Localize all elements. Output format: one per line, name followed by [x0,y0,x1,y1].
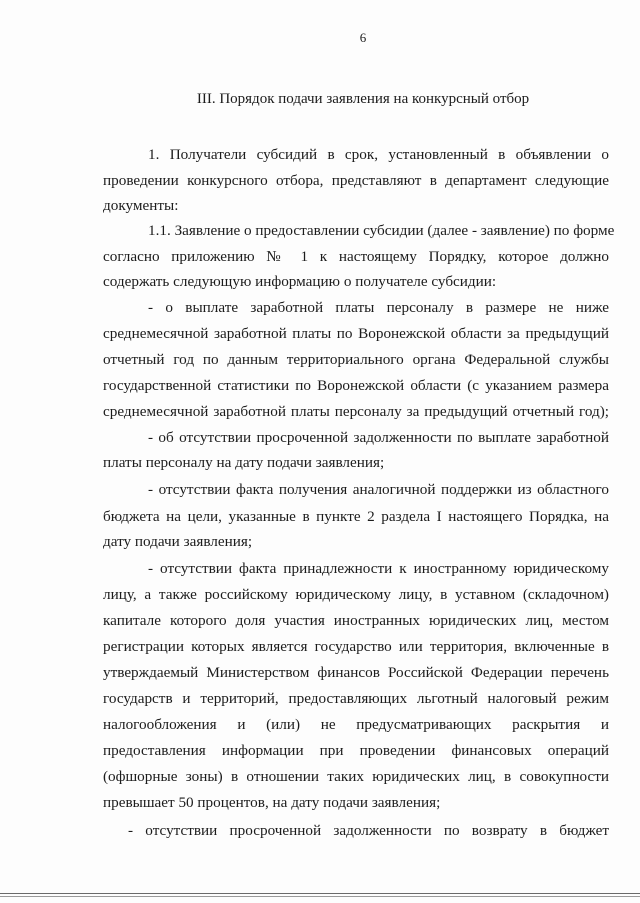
paragraph-line: отчетный год по данным территориального органа Федеральной службы [103,351,609,368]
paragraph-line: документы: [103,197,179,214]
paragraph-line: бюджета на цели, указанные в пункте 2 раздела I настоящего Порядка, на [103,508,609,525]
paragraph-line: - отсутствии факта принадлежности к иностранному юридическому [148,560,609,577]
paragraph-line: среднемесячной заработной платы персоналу за предыдущий отчетный год); [103,403,609,420]
paragraph-line: согласно приложению № 1 к настоящему Порядку, которое должно [103,248,609,265]
paragraph-line: - отсутствии факта получения аналогичной поддержки из областного [148,481,609,498]
paragraph-line: налогообложения и (или) не предусматривающих раскрытия и [103,716,609,733]
paragraph-line: - об отсутствии просроченной задолженности по выплате заработной [148,429,609,446]
paragraph-line: капитале которого доля участия иностранных юридических лиц, местом [103,612,609,629]
paragraph-line: содержать следующую информацию о получателе субсидии: [103,273,497,290]
scan-edge-line [0,893,640,894]
page-number: 6 [359,30,367,45]
paragraph-line: лицу, а также российскому юридическому лицу, в уставном (складочном) [103,586,609,603]
paragraph-line: государств и территорий, предоставляющих льготный налоговый режим [103,690,609,707]
paragraph-line: регистрации которых является государство или территория, включенные в [103,638,609,655]
paragraph-line: государственной статистики по Воронежской области (с указанием размера [103,377,609,394]
paragraph-line: - о выплате заработной платы персоналу в размере не ниже [148,299,609,316]
paragraph-line: (офшорные зоны) в отношении таких юридических лиц, в совокупности [103,768,609,785]
paragraph-line: платы персоналу на дату подачи заявления; [103,454,385,471]
paragraph-line: предоставления информации при проведении финансовых операций [103,742,609,759]
paragraph-line: - отсутствии просроченной задолженности по возврату в бюджет [128,822,609,839]
paragraph-line: проведении конкурсного отбора, представляют в департамент следующие [103,172,609,189]
section-title: III. Порядок подачи заявления на конкурсный отбор [196,91,530,107]
scan-edge-line [0,896,640,897]
paragraph-line: превышает 50 процентов, на дату подачи заявления; [103,794,441,811]
paragraph-line: среднемесячной заработной платы по Воронежской области за предыдущий [103,325,609,342]
paragraph-line: дату подачи заявления; [103,533,253,550]
paragraph-line: 1.1. Заявление о предоставлении субсидии (далее - заявление) по форме [148,222,615,239]
paragraph-line: утверждаемый Министерством финансов Российской Федерации перечень [103,664,609,681]
paragraph-line: 1. Получатели субсидий в срок, установленный в объявлении о [148,146,609,163]
